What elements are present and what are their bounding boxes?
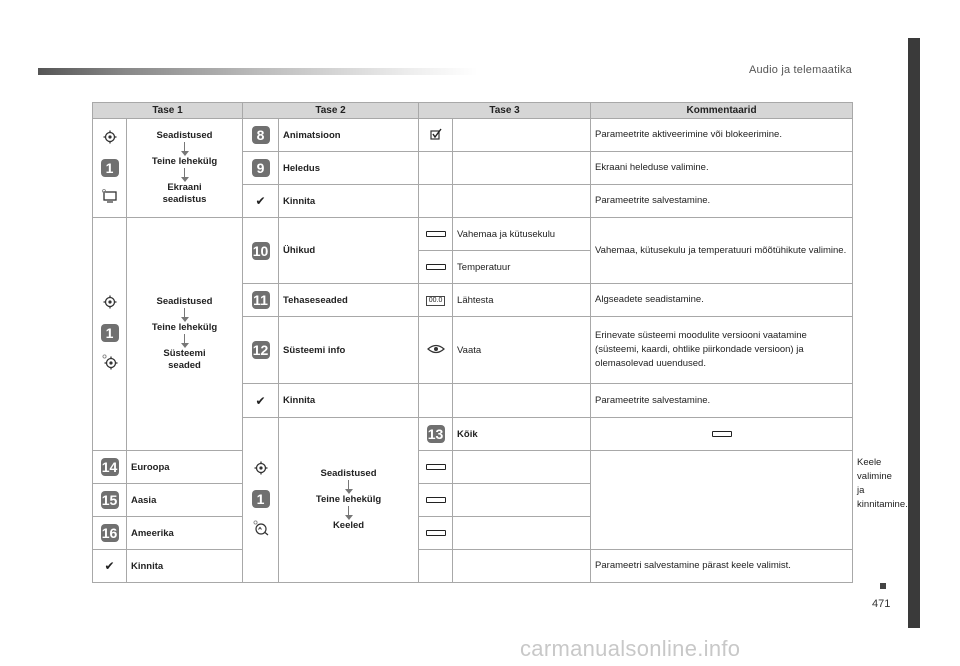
flow-step: Teine lehekülg xyxy=(151,156,218,167)
tase3-label xyxy=(453,384,591,418)
flow-step: Teine lehekülg xyxy=(151,322,218,333)
comment-cell: Parameetrite salvestamine. xyxy=(591,384,853,418)
checkbox-icon xyxy=(430,132,442,143)
settings-table xyxy=(92,102,908,583)
step-number-badge: 9 xyxy=(252,159,270,177)
page-edge-tab xyxy=(908,38,920,628)
section-title: Audio ja telemaatika xyxy=(748,64,852,76)
option-dash-icon xyxy=(426,497,446,503)
arrow-down-icon xyxy=(345,480,353,494)
system-settings-icon xyxy=(102,354,118,373)
option-dash-icon xyxy=(426,231,446,237)
arrow-down-icon xyxy=(181,168,189,182)
checkmark-icon: ✔ xyxy=(93,550,127,583)
tase3-label: Temperatuur xyxy=(453,251,591,284)
comment-cell: Ekraani heleduse valimine. xyxy=(591,152,853,185)
checkmark-icon: ✔ xyxy=(243,384,279,418)
step-number-badge: 1 xyxy=(101,324,119,342)
arrow-down-icon xyxy=(181,308,189,322)
table-row xyxy=(93,517,853,550)
flow-step: Keeled xyxy=(332,520,365,531)
column-header-tase-2: Tase 2 xyxy=(243,103,419,119)
step-number-badge: 11 xyxy=(253,292,268,308)
comment-cell: Parameetri salvestamine pärast keele valimist. xyxy=(591,550,853,583)
tase3-label: Vaata xyxy=(453,317,591,384)
group-2-flow xyxy=(127,218,243,451)
comment-cell: Parameetrite salvestamine. xyxy=(591,185,853,218)
settings-gear-icon xyxy=(103,295,117,312)
arrow-down-icon xyxy=(181,334,189,348)
step-number-badge: 14 xyxy=(101,459,118,475)
table-row xyxy=(93,451,853,484)
checkmark-icon: ✔ xyxy=(243,185,279,218)
option-dash-icon xyxy=(426,530,446,536)
column-header-tase-1: Tase 1 xyxy=(93,103,243,119)
setting-name: Euroopa xyxy=(127,451,243,484)
setting-name: Kinnita xyxy=(127,550,243,583)
language-icon xyxy=(253,520,269,539)
step-number-badge: 15 xyxy=(101,492,118,508)
table-row xyxy=(93,550,853,583)
tase3-label: Vahemaa ja kütusekulu xyxy=(453,218,591,251)
group-2-icons xyxy=(93,218,127,451)
step-number-badge: 13 xyxy=(427,426,444,442)
setting-name: Aasia xyxy=(127,484,243,517)
setting-name: Kinnita xyxy=(279,384,419,418)
option-dash-icon xyxy=(426,264,446,270)
group-1-icons xyxy=(93,119,127,218)
flow-step: Seadistused xyxy=(156,130,213,141)
setting-name: Kinnita xyxy=(279,185,419,218)
comment-cell: Vahemaa, kütusekulu ja temperatuuri mõõtühikute valimine. xyxy=(591,218,853,284)
option-dash-icon xyxy=(712,431,732,437)
group-1-flow xyxy=(127,119,243,218)
tase3-label xyxy=(453,119,591,152)
setting-name: Animatsioon xyxy=(279,119,419,152)
setting-name: Ühikud xyxy=(279,218,419,284)
setting-name: Heledus xyxy=(279,152,419,185)
table-row xyxy=(93,218,853,251)
end-of-section-mark xyxy=(880,583,886,589)
flow-step: Seadistused xyxy=(320,468,377,479)
flow-step: Süsteemi seaded xyxy=(163,348,206,371)
option-dash-icon xyxy=(426,464,446,470)
step-number-badge: 8 xyxy=(252,126,270,144)
comment-cell: Erinevate süsteemi moodulite versiooni vaatamine (süsteemi, kaardi, ohtlike piirkondade versioon) ja olemasolevad uuendused. xyxy=(591,317,853,384)
step-number-badge: 10 xyxy=(252,242,269,259)
tase3-label: Lähtesta xyxy=(453,284,591,317)
comment-cell: Parameetrite aktiveerimine või blokeerimine. xyxy=(591,119,853,152)
table-row: 1 Seadistused Teine lehekülg Keeled 13 Kõik Keele valimine ja kinnitamine. xyxy=(93,418,853,451)
arrow-down-icon xyxy=(181,142,189,156)
group-3-flow xyxy=(279,418,419,583)
table-row xyxy=(93,119,853,152)
comment-cell: Algseadete seadistamine. xyxy=(591,284,853,317)
tase3-label xyxy=(453,152,591,185)
tase3-label xyxy=(453,185,591,218)
settings-gear-icon xyxy=(254,461,268,478)
arrow-down-icon xyxy=(345,506,353,520)
setting-name: Süsteemi info xyxy=(279,317,419,384)
section-header-bar xyxy=(38,68,478,75)
step-number-badge: 1 xyxy=(101,159,119,177)
setting-name: Ameerika xyxy=(127,517,243,550)
step-number-badge: 12 xyxy=(252,342,269,358)
setting-name: Tehaseseaded xyxy=(279,284,419,317)
step-number-badge: 1 xyxy=(252,490,270,508)
settings-gear-icon xyxy=(103,130,117,147)
flow-step: Seadistused xyxy=(156,296,213,307)
reset-chip-icon: 00.0 xyxy=(426,296,446,306)
column-header-comments: Kommentaarid xyxy=(591,103,853,119)
group-3-icons xyxy=(243,418,279,583)
screen-settings-icon xyxy=(102,189,118,206)
flow-step: Ekraani seadistus xyxy=(162,182,207,205)
eye-icon xyxy=(427,346,445,357)
setting-name: Kõik xyxy=(453,418,591,451)
page-number: 471 xyxy=(872,598,891,610)
flow-step: Teine lehekülg xyxy=(315,494,382,505)
watermark: carmanualsonline.info xyxy=(520,636,741,661)
step-number-badge: 16 xyxy=(101,525,118,541)
table-row xyxy=(93,484,853,517)
column-header-tase-3: Tase 3 xyxy=(419,103,591,119)
table-header-row xyxy=(93,103,853,119)
